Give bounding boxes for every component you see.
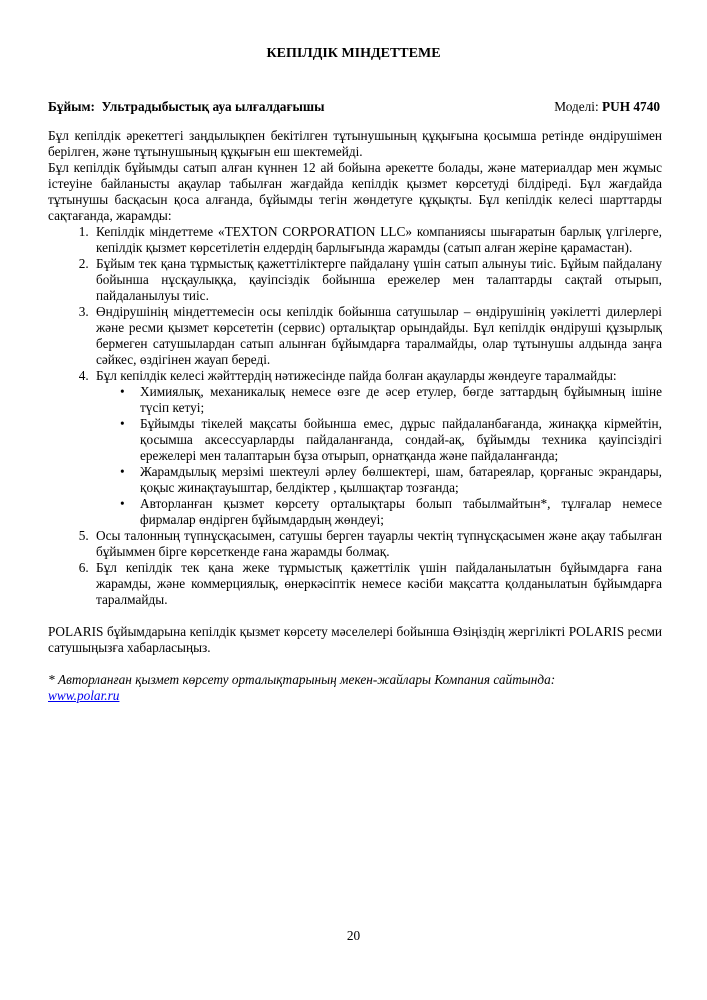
exclusion-item: • Бұйымды тікелей мақсаты бойынша емес, дұрыс пайдаланбағанда, жинаққа кірмейтін, қосымша аксессуарларды пайдаланғанда, сондай-ақ, бұйымды техника қауіпсіздігі ережелері мен талаптарын бұза отырып, орнатқанда және пайдаланғанда;: [128, 416, 662, 464]
page-number: 20: [346, 928, 361, 943]
exclusions-list: [96, 384, 662, 528]
term-item: 3. Өндірушінің міндеттемесін осы кепілдік бойынша сатушылар – өндірушінің уәкілетті дилерлері және ресми қызмет көрсететін (сервис) орталықтар орындайды. Бұл кепілдік өндіруші құзырлық бермеген сатушылардан сатып алынған бұйымдарға таралмайды, олар тұтынушы алдында заңға сәйкес, өздігінен жауап береді.: [92, 304, 662, 368]
warranty-body: [48, 128, 662, 704]
exclusion-item: • Химиялық, механикалық немесе өзге де әсер етулер, бөгде заттардың бұйымның ішіне түсіп кетуі;: [128, 384, 662, 416]
term-text: Бұл кепілдік келесі жәйттердің нәтижесінде пайда болған ақауларды жөндеуге таралмайды:: [96, 368, 617, 383]
intro-paragraph: Бұл кепілдік бұйымды сатып алған күннен 12 ай бойына әрекетте болады, және материалдар мен жұмыс істеуіне байланысты ақаулар табылған жағдайда кепілдік қызмет көрсетуді білдіреді. Бұл жағдайда тұтынушы басқасын қоса алғанда, бұйымды тегін жөндетуге құқықты. Бұл кепілдік келесі шарттарды сақтағанда, жарамды:: [48, 160, 662, 223]
model-value: PUH 4740: [602, 99, 660, 114]
product-label: Бұйым:: [48, 99, 95, 114]
term-item: 6. Бұл кепілдік тек қана жеке тұрмыстық қажеттілік үшін пайдаланылатын бұйымдарға ғана жарамды, және коммерциялық, өнеркәсіптік немесе кәсіби мақсатта қолданылатын бұйымдарға таралмайды.: [92, 560, 662, 608]
contact-paragraph: POLARIS бұйымдарына кепілдік қызмет көрсету мәселелері бойынша Өзіңіздің жергілікті POLARIS ресми сатушыңызға хабарласыңыз.: [48, 624, 662, 655]
website-link[interactable]: www.polar.ru: [48, 688, 120, 703]
footnote-text: * Авторланған қызмет көрсету орталықтарының мекен-жайлары Компания сайтында:: [48, 672, 556, 687]
term-item: 2. Бұйым тек қана тұрмыстық қажеттіліктерге пайдалану үшін сатып алынуы тиіс. Бұйым пайдалану бойынша нұсқаулыққа, қауіпсіздік бойынша ережелер мен талаптарды сақтай отырып, пайдаланылуы тиіс.: [92, 256, 662, 304]
model-label: Моделі:: [554, 99, 599, 114]
terms-list: [48, 224, 662, 608]
model-info: [554, 99, 660, 115]
product-name: Ультрадыбыстық ауа ылғалдағышы: [101, 99, 325, 114]
product-line: [48, 99, 660, 115]
term-item: [92, 368, 662, 528]
exclusion-item: • Жарамдылық мерзімі шектеулі әрлеу бөлшектері, шам, батареялар, қорғаныс экрандары, қоқыс жинақтауыштар, белдіктер , қылшақтар тозғанда;: [128, 464, 662, 496]
term-item: 1. Кепілдік міндеттеме «TEXTON CORPORATION LLC» компаниясы шығаратын барлық үлгілерге, кепілдік қызмет көрсетілетін елдердің барлығында жарамды (сатып алған жеріне қарамастан).: [92, 224, 662, 256]
page-title: КЕПІЛДІК МІНДЕТТЕМЕ: [266, 46, 441, 61]
intro-paragraph: Бұл кепілдік әрекеттегі заңдылықпен бекітілген тұтынушының құқығына қосымша ретінде өндірушімен берілген, және тұтынушының құқығын еш шектемейді.: [48, 128, 662, 159]
footnote: [48, 672, 662, 704]
term-item: 5. Осы талонның түпнұсқасымен, сатушы берген тауарлы чектің түпнұсқасымен және ақау табылған бұйыммен бірге көрсеткенде ғана жарамды болмақ.: [92, 528, 662, 560]
exclusion-item: • Авторланған қызмет көрсету орталықтары болып табылмайтын*, тұлғалар немесе фирмалар өндірген бұйымдардың жөндеуі;: [128, 496, 662, 528]
